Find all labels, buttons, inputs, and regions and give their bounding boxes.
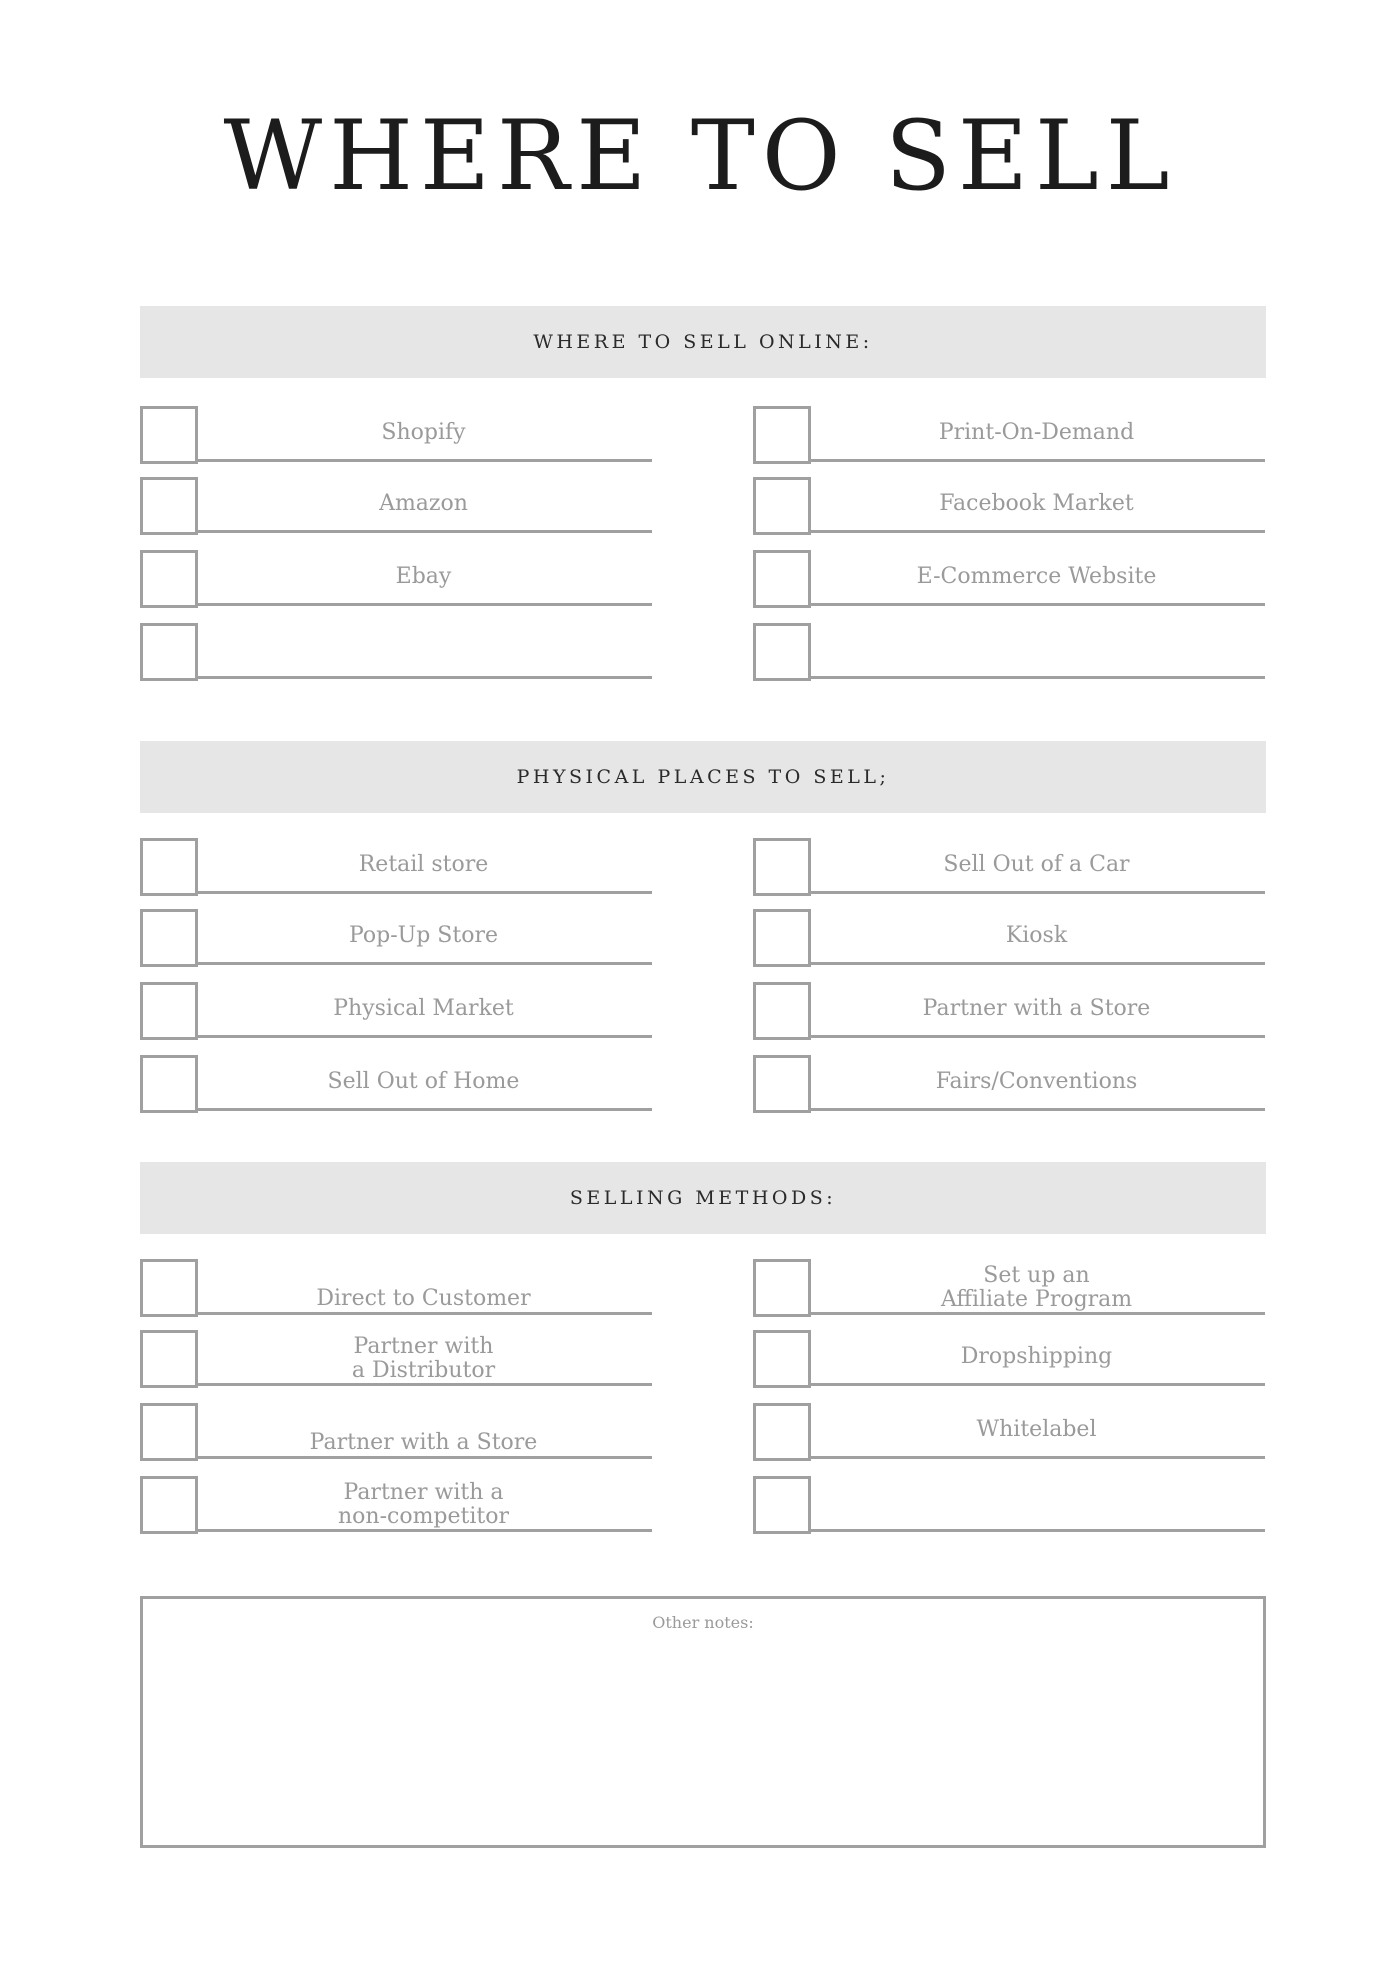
item-label: Sell Out of Home bbox=[327, 1068, 520, 1094]
item-label: Set up an Affiliate Program bbox=[940, 1263, 1133, 1312]
item-label: Facebook Market bbox=[939, 490, 1134, 516]
item-label: Partner with a Distributor bbox=[351, 1334, 496, 1383]
write-line bbox=[808, 1108, 1265, 1111]
write-line bbox=[195, 603, 652, 606]
item-label[interactable] bbox=[808, 1476, 1265, 1529]
checkbox[interactable] bbox=[753, 838, 811, 896]
checkbox[interactable] bbox=[753, 623, 811, 681]
write-line bbox=[808, 459, 1265, 462]
other-notes-box[interactable] bbox=[140, 1596, 1266, 1848]
checkbox[interactable] bbox=[140, 909, 198, 967]
page-title: WHERE TO SELL bbox=[223, 100, 1177, 212]
checkbox[interactable] bbox=[753, 1259, 811, 1317]
write-line bbox=[808, 962, 1265, 965]
item-label[interactable] bbox=[808, 623, 1265, 676]
checkbox[interactable] bbox=[140, 623, 198, 681]
checklist-item bbox=[753, 1259, 1265, 1315]
write-line bbox=[195, 1108, 652, 1111]
item-label: Kiosk bbox=[1005, 922, 1068, 948]
item-label: Sell Out of a Car bbox=[943, 851, 1130, 877]
item-label: E-Commerce Website bbox=[916, 563, 1157, 589]
checklist-item bbox=[753, 623, 1265, 679]
checklist-item bbox=[753, 406, 1265, 462]
checklist-item bbox=[140, 406, 652, 462]
write-line bbox=[808, 1312, 1265, 1315]
checklist-item bbox=[753, 550, 1265, 606]
write-line bbox=[195, 1312, 652, 1315]
item-label: Physical Market bbox=[333, 995, 514, 1021]
write-line bbox=[195, 1035, 652, 1038]
checkbox[interactable] bbox=[140, 1055, 198, 1113]
checkbox[interactable] bbox=[140, 406, 198, 464]
item-label[interactable] bbox=[195, 623, 652, 676]
checklist-item bbox=[753, 1330, 1265, 1386]
checklist-item bbox=[753, 1403, 1265, 1459]
checkbox[interactable] bbox=[753, 477, 811, 535]
write-line bbox=[808, 1456, 1265, 1459]
checklist-item bbox=[140, 1476, 652, 1532]
section-header-online: WHERE TO SELL ONLINE: bbox=[140, 306, 1266, 378]
checklist-item bbox=[140, 838, 652, 894]
checkbox[interactable] bbox=[140, 477, 198, 535]
item-label: Dropshipping bbox=[960, 1343, 1113, 1369]
write-line bbox=[808, 676, 1265, 679]
checklist-item bbox=[140, 909, 652, 965]
checklist-item bbox=[753, 1476, 1265, 1532]
item-label: Pop-Up Store bbox=[349, 922, 498, 948]
checklist-item bbox=[753, 838, 1265, 894]
checklist-item bbox=[140, 1403, 652, 1459]
item-label: Fairs/Conventions bbox=[935, 1068, 1138, 1094]
item-label: Partner with a Store bbox=[922, 995, 1151, 1021]
item-label: Retail store bbox=[358, 851, 489, 877]
checkbox[interactable] bbox=[753, 406, 811, 464]
write-line bbox=[808, 891, 1265, 894]
checkbox[interactable] bbox=[140, 550, 198, 608]
checklist-item bbox=[140, 982, 652, 1038]
checkbox[interactable] bbox=[140, 1476, 198, 1534]
checkbox[interactable] bbox=[140, 1330, 198, 1388]
checklist-item bbox=[140, 550, 652, 606]
write-line bbox=[808, 603, 1265, 606]
item-label: Print-On-Demand bbox=[938, 419, 1135, 445]
item-label: Whitelabel bbox=[976, 1416, 1097, 1442]
write-line bbox=[808, 530, 1265, 533]
checklist-item bbox=[140, 1055, 652, 1111]
checkbox[interactable] bbox=[753, 982, 811, 1040]
checklist-item bbox=[753, 982, 1265, 1038]
checklist-item bbox=[140, 477, 652, 533]
checklist-item bbox=[753, 1055, 1265, 1111]
write-line bbox=[808, 1035, 1265, 1038]
checkbox[interactable] bbox=[140, 982, 198, 1040]
write-line bbox=[195, 1456, 652, 1459]
item-label: Ebay bbox=[395, 563, 452, 589]
checkbox[interactable] bbox=[753, 909, 811, 967]
checkbox[interactable] bbox=[140, 1403, 198, 1461]
write-line bbox=[195, 1383, 652, 1386]
checkbox[interactable] bbox=[753, 550, 811, 608]
checklist-item bbox=[140, 1330, 652, 1386]
checklist-item bbox=[753, 477, 1265, 533]
item-label: Direct to Customer bbox=[316, 1286, 531, 1311]
write-line bbox=[195, 962, 652, 965]
write-line bbox=[195, 676, 652, 679]
checkbox[interactable] bbox=[140, 838, 198, 896]
item-label: Partner with a non-competitor bbox=[337, 1480, 510, 1529]
item-label: Partner with a Store bbox=[309, 1430, 538, 1455]
checklist-item bbox=[140, 623, 652, 679]
write-line bbox=[195, 459, 652, 462]
item-label: Amazon bbox=[379, 490, 468, 516]
write-line bbox=[195, 530, 652, 533]
write-line bbox=[808, 1383, 1265, 1386]
checkbox[interactable] bbox=[140, 1259, 198, 1317]
write-line bbox=[195, 891, 652, 894]
write-line bbox=[195, 1529, 652, 1532]
section-header-physical: PHYSICAL PLACES TO SELL; bbox=[140, 741, 1266, 813]
other-notes-label: Other notes: bbox=[652, 1613, 754, 1632]
checkbox[interactable] bbox=[753, 1476, 811, 1534]
write-line bbox=[808, 1529, 1265, 1532]
checkbox[interactable] bbox=[753, 1055, 811, 1113]
checklist-item bbox=[753, 909, 1265, 965]
item-label: Shopify bbox=[381, 419, 466, 445]
checkbox[interactable] bbox=[753, 1330, 811, 1388]
checklist-item bbox=[140, 1259, 652, 1315]
section-header-methods: SELLING METHODS: bbox=[140, 1162, 1266, 1234]
checkbox[interactable] bbox=[753, 1403, 811, 1461]
